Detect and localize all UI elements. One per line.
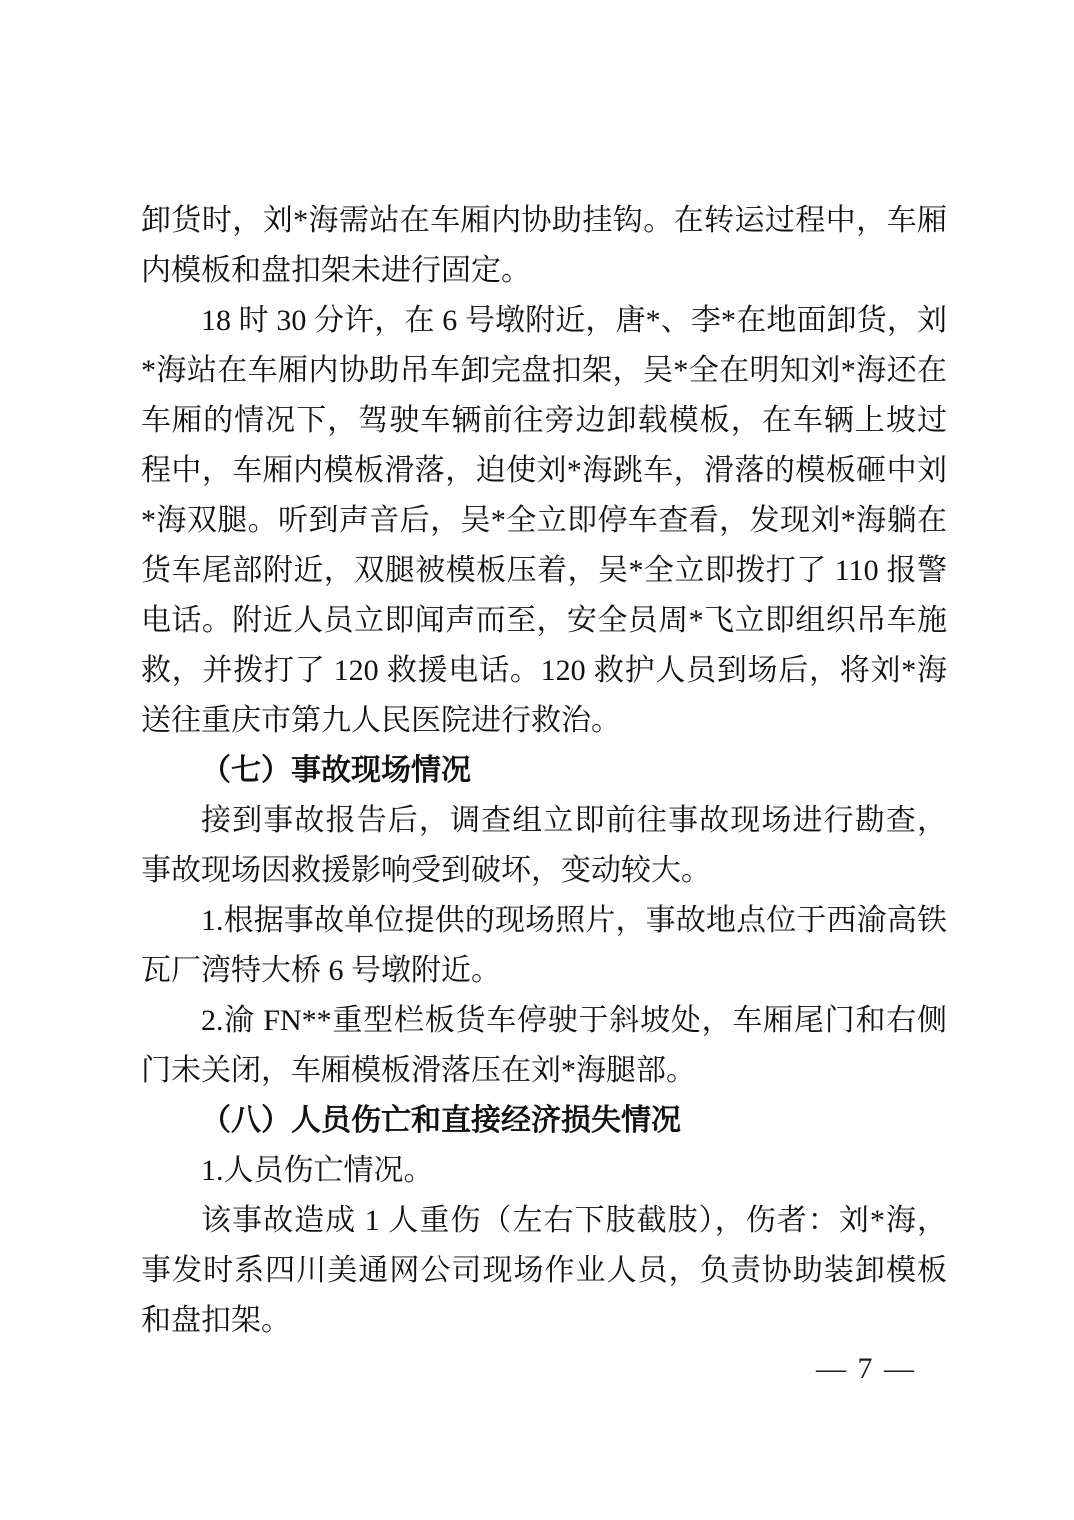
paragraph: 该事故造成 1 人重伤（左右下肢截肢），伤者：刘*海，事发时系四川美通网公司现场作业人员，负责协助装卸模板和盘扣架。 [141, 1204, 947, 1337]
document-body [141, 196, 947, 1346]
paragraph: 1.人员伤亡情况。 [201, 1154, 434, 1187]
section-heading: （八）人员伤亡和直接经济损失情况 [201, 1104, 681, 1137]
section-heading: （七）事故现场情况 [201, 754, 471, 787]
paragraph: 卸货时，刘*海需站在车厢内协助挂钩。在转运过程中，车厢内模板和盘扣架未进行固定。 [141, 204, 947, 287]
page-number: — 7 — [816, 1352, 916, 1385]
paragraph: 18 时 30 分许，在 6 号墩附近，唐*、李*在地面卸货，刘*海站在车厢内协助吊车卸完盘扣架，吴*全在明知刘*海还在车厢的情况下，驾驶车辆前往旁边卸载模板，在车辆上坡过程中，车厢内模板滑落，迫使刘*海跳车，滑落的模板砸中刘*海双腿。听到声音后，吴*全立即停车查看，发现刘*海躺在货车尾部附近，双腿被模板压着，吴*全立即拨打了 110 报警电话。附近人员立即闻声而至，安全员周*飞立即组织吊车施救，并拨打了 120 救援电话。120 救护人员到场后，将刘*海送往重庆市第九人民医院进行救治。 [141, 304, 947, 737]
paragraph: 接到事故报告后，调查组立即前往事故现场进行勘查，事故现场因救援影响受到破坏，变动较大。 [141, 804, 947, 887]
paragraph: 1.根据事故单位提供的现场照片，事故地点位于西渝高铁瓦厂湾特大桥 6 号墩附近。 [141, 904, 947, 987]
paragraph: 2.渝 FN**重型栏板货车停驶于斜坡处，车厢尾门和右侧门未关闭，车厢模板滑落压在刘*海腿部。 [141, 1004, 947, 1087]
